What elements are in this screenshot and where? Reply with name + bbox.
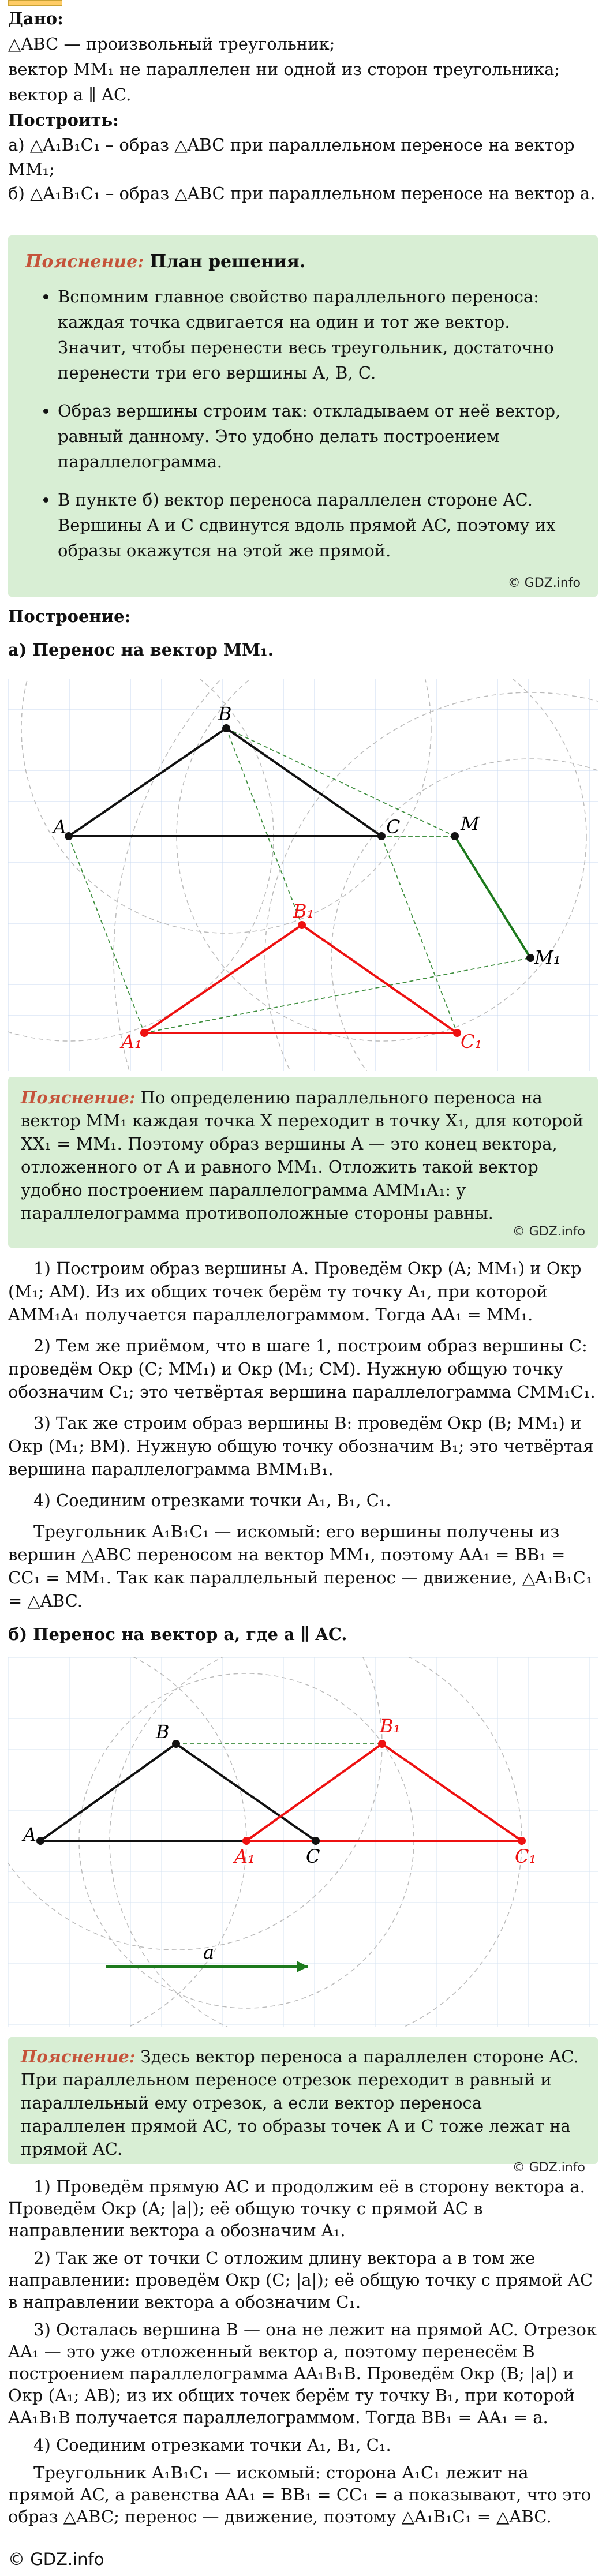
figure-part-a bbox=[8, 679, 598, 1071]
plan-item: • Образ вершины строим так: откладываем от неё вектор, равный данному. Это удобно делать построением параллелограмма. bbox=[58, 398, 581, 474]
part-b-heading-wrap bbox=[8, 1622, 598, 1647]
note-a-body: По определению параллельного переноса на вектор MM₁ каждая точка X переходит в точку X₁, для которой XX₁ = MM₁. Поэтому образ вершины A — это конец вектора, отложенного от A и равного MM₁. Отложить такой вектор удобно построением параллелограмма AMM₁A₁: у параллелограмма противоположные стороны равны. bbox=[21, 1088, 584, 1223]
label-M: M bbox=[461, 813, 480, 834]
step-a-3: 3) Так же строим образ вершины B: проведём Окр (B; MM₁) и Окр (M₁; BM). Нужную общую точку обозначим B₁; это четвёртая вершина параллелограмма BMM₁B₁. bbox=[8, 1413, 594, 1479]
label-A1: A₁ bbox=[121, 1031, 142, 1053]
construct-section bbox=[8, 107, 598, 205]
label-C: C bbox=[386, 816, 401, 838]
given-heading: Дано: bbox=[8, 9, 63, 28]
step-b-conclusion: Треугольник A₁B₁C₁ — искомый: сторона A₁C₁ лежит на прямой AC, а равенства AA₁ = BB₁ = CC₁ = a показывают, что это образ △ABC; перенос — движение, поэтому △A₁B₁C₁ = △ABC. bbox=[8, 2463, 592, 2526]
label-a: a bbox=[203, 1941, 215, 1963]
construct-item-b: б) △A₁B₁C₁ – образ △ABC при параллельном переносе на вектор a. bbox=[8, 184, 596, 203]
label-B: B bbox=[218, 703, 232, 725]
header-tab bbox=[8, 0, 62, 6]
plan-title-em: Пояснение: bbox=[25, 252, 144, 272]
construct-heading: Построить: bbox=[8, 110, 119, 130]
note-b-em: Пояснение: bbox=[21, 2047, 136, 2066]
step-a-conclusion: Треугольник A₁B₁C₁ — искомый: его вершины получены из вершин △ABC переносом на вектор MM₁, поэтому AA₁ = BB₁ = CC₁ = MM₁. Так как параллельный перенос — движение, △A₁B₁C₁ = △ABC. bbox=[8, 1522, 593, 1611]
label-C1: C₁ bbox=[515, 1845, 537, 1867]
grid-background bbox=[8, 679, 598, 1071]
part-a-heading: а) Перенос на вектор MM₁. bbox=[8, 640, 274, 660]
label-C1: C₁ bbox=[461, 1031, 482, 1053]
steps-a bbox=[8, 1257, 598, 1612]
point-M1 bbox=[526, 954, 534, 962]
step-b-2: 2) Так же от точки C отложим длину вектора a в том же направлении: проведём Окр (C; |a|); её общую точку с прямой AC в направлении вектора a обозначим C₁. bbox=[8, 2248, 593, 2312]
part-b-heading: б) Перенос на вектор a, где a ∥ AC. bbox=[8, 1624, 347, 1644]
label-B1: B₁ bbox=[293, 900, 315, 922]
note-a-gdz: © GDZ.info bbox=[512, 1225, 585, 1239]
step-a-4: 4) Соединим отрезками точки A₁, B₁, C₁. bbox=[33, 1491, 391, 1510]
note-b-body: Здесь вектор переноса a параллелен стороне AC. При параллельном переносе отрезок переходит в равный и параллельный ему отрезок, а если вектор переноса параллелен прямой AC, то образы точек A и C тоже лежат на прямой AC. bbox=[21, 2047, 579, 2159]
step-a-1: 1) Построим образ вершины A. Проведём Окр (A; MM₁) и Окр (M₁; AM). Из их общих точек берём ту точку A₁, при которой AMM₁A₁ получается параллелограммом. Тогда AA₁ = MM₁. bbox=[8, 1259, 582, 1324]
construct-item-a: а) △A₁B₁C₁ – образ △ABC при параллельном переносе на вектор MM₁; bbox=[8, 135, 575, 179]
step-b-3: 3) Осталась вершина B — она не лежит на прямой AC. Отрезок AA₁ — это уже отложенный вектор a, поэтому перенесём B построением параллелограмма AA₁B₁B. Проведём Окр (B; |a|) и Окр (A₁; AB); из их общих точек берём ту точку B₁, при которой AA₁B₁B получается параллелограммом. Тогда BB₁ = AA₁ = a. bbox=[8, 2320, 597, 2427]
footer-gdz: © GDZ.info bbox=[8, 2549, 104, 2569]
point-C bbox=[312, 1837, 320, 1845]
note-a-text bbox=[21, 1086, 585, 1225]
point-B bbox=[172, 1740, 180, 1748]
note-a-box bbox=[8, 1077, 598, 1248]
label-C: C bbox=[306, 1845, 320, 1867]
given-line-1: △ABC — произвольный треугольник; bbox=[8, 34, 335, 54]
step-b-1: 1) Проведём прямую AC и продолжим её в сторону вектора a. Проведём Окр (A; |a|); её общую точку с прямой AC в направлении вектора a обозначим A₁. bbox=[8, 2177, 585, 2240]
note-b-text bbox=[21, 2045, 585, 2161]
note-a-em: Пояснение: bbox=[21, 1088, 136, 1107]
plan-item: • В пункте б) вектор переноса параллелен стороне AC. Вершины A и C сдвинутся вдоль прямой AC, поэтому их образы окажутся на этой же прямой. bbox=[58, 487, 581, 563]
label-A1: A₁ bbox=[234, 1845, 255, 1867]
construction-section bbox=[8, 604, 598, 662]
label-B1: B₁ bbox=[380, 1715, 401, 1737]
point-B bbox=[222, 724, 230, 732]
plan-list bbox=[25, 284, 581, 563]
point-C1 bbox=[518, 1837, 526, 1845]
plan-item: • Вспомним главное свойство параллельного переноса: каждая точка сдвигается на один и тот же вектор. Значит, чтобы перенести весь треугольник, достаточно перенести три его вершины A, B, C. bbox=[58, 284, 581, 385]
label-B: B bbox=[156, 1721, 170, 1743]
note-b-box bbox=[8, 2037, 598, 2175]
step-b-4: 4) Соединим отрезками точки A₁, B₁, C₁. bbox=[33, 2435, 391, 2455]
plan-title bbox=[25, 249, 581, 275]
given-line-2: вектор MM₁ не параллелен ни одной из сторон треугольника; bbox=[8, 59, 560, 79]
step-a-2: 2) Тем же приёмом, что в шаге 1, построим образ вершины C: проведём Окр (C; MM₁) и Окр (M₁; CM). Нужную общую точку обозначим C₁; это четвёртая вершина параллелограмма CMM₁C₁. bbox=[8, 1336, 596, 1402]
label-M1: M₁ bbox=[534, 946, 561, 968]
point-A bbox=[36, 1837, 44, 1845]
plan-title-rest: План решения. bbox=[144, 252, 306, 272]
construction-heading: Построение: bbox=[8, 606, 131, 626]
steps-b bbox=[8, 2176, 598, 2528]
given-section bbox=[8, 6, 598, 107]
point-C bbox=[377, 832, 386, 840]
point-C1 bbox=[453, 1029, 461, 1037]
note-b-gdz: © GDZ.info bbox=[512, 2161, 585, 2175]
point-M bbox=[451, 832, 459, 840]
label-A: A bbox=[23, 1824, 37, 1845]
given-line-3: вектор a ∥ AC. bbox=[8, 85, 132, 104]
point-B1 bbox=[378, 1740, 386, 1748]
figure-part-b bbox=[8, 1657, 598, 2027]
point-B1 bbox=[298, 921, 306, 929]
plan-gdz-mark: © GDZ.info bbox=[507, 576, 581, 590]
point-A1 bbox=[242, 1837, 250, 1845]
plan-box bbox=[8, 235, 598, 597]
label-A: A bbox=[53, 816, 67, 838]
